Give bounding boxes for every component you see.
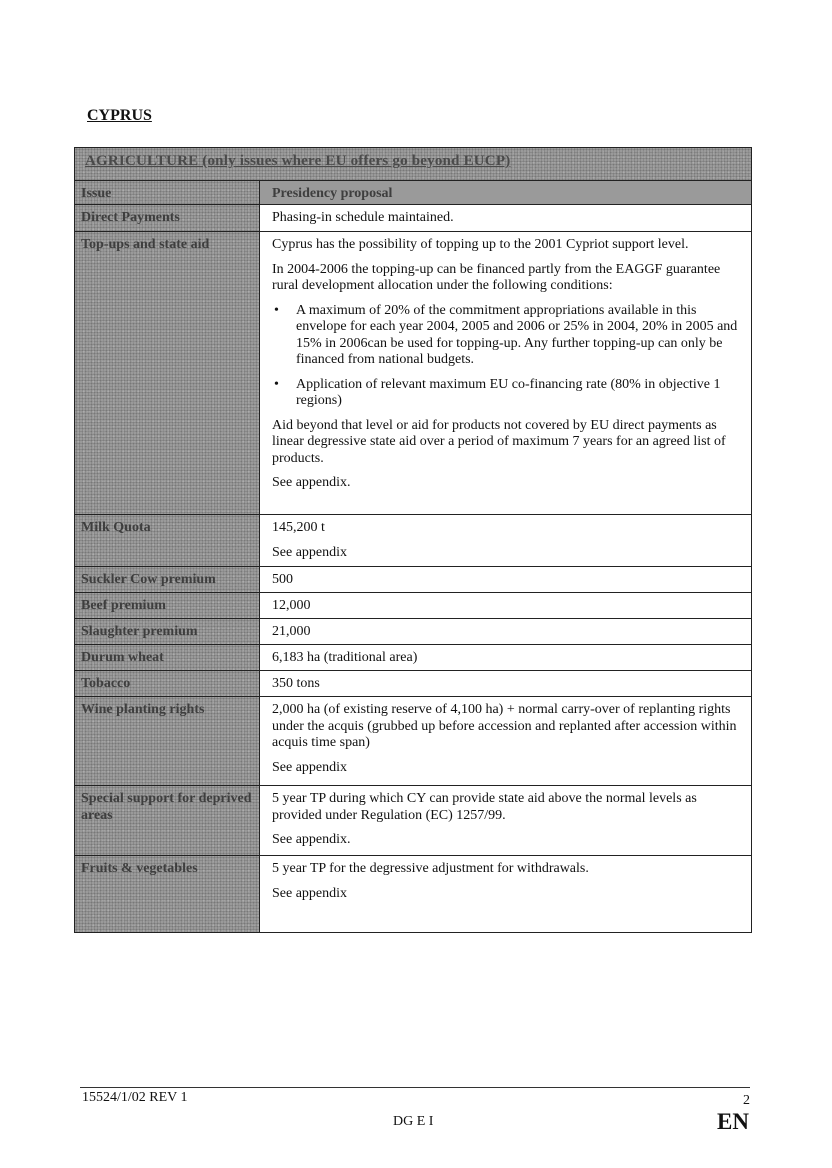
- proposal-text: See appendix: [272, 885, 348, 901]
- issue-label: Milk Quota: [81, 520, 151, 535]
- table-row: [75, 205, 751, 232]
- table-row: [75, 645, 751, 671]
- proposal-text: 2,000 ha (of existing reserve of 4,100 ha) + normal carry-over of replanting rights under the acquis (grubbed up before accession and replanted after accession within acquis time span): [272, 702, 737, 750]
- issue-label: Durum wheat: [81, 650, 164, 665]
- table-row: [75, 232, 751, 515]
- issue-label: Direct Payments: [81, 210, 180, 225]
- table-row: [75, 786, 751, 856]
- issue-label: Wine planting rights: [81, 702, 205, 717]
- proposal-text: 5 year TP for the degressive adjustment for withdrawals.: [272, 861, 589, 876]
- proposal-text: 500: [272, 572, 293, 587]
- proposal-text: 5 year TP during which CY can provide state aid above the normal levels as provided under Regulation (EC) 1257/99.: [272, 791, 697, 823]
- table-row: [75, 515, 751, 567]
- issue-label: Slaughter premium: [81, 624, 198, 639]
- table-row: [75, 567, 751, 593]
- conditions-list: [272, 303, 745, 410]
- document-reference: 15524/1/02 REV 1: [82, 1090, 188, 1105]
- column-header-issue: Issue: [81, 186, 112, 201]
- proposal-text: 350 tons: [272, 676, 320, 691]
- issue-label: Beef premium: [81, 598, 166, 613]
- issue-label: Top-ups and state aid: [81, 237, 210, 252]
- column-header-proposal: Presidency proposal: [272, 186, 393, 201]
- table-row: [75, 619, 751, 645]
- table-row: [75, 856, 751, 932]
- issue-label: Fruits & vegetables: [81, 861, 198, 876]
- table-row: [75, 697, 751, 786]
- proposal-text: In 2004-2006 the topping-up can be financed partly from the EAGGF guarantee rural development allocation under the following conditions:: [272, 261, 721, 293]
- proposal-text: See appendix: [272, 759, 348, 775]
- country-heading: CYPRUS: [87, 107, 152, 124]
- list-item: • A maximum of 20% of the commitment appropriations available in this envelope for each year 2004, 2005 and 2006 or 25% in 2004, 20% in 2005 and 15% in 2006can be used for topping-up. Any further topping-up can only be financed from national budgets.: [296, 303, 745, 369]
- proposal-text: Cyprus has the possibility of topping up to the 2001 Cypriot support level.: [272, 237, 689, 252]
- language-code: EN: [717, 1109, 749, 1134]
- table-header-title: AGRICULTURE (only issues where EU offers go beyond EUCP): [85, 153, 511, 169]
- proposal-text: 12,000: [272, 598, 311, 613]
- proposal-text: 6,183 ha (traditional area): [272, 650, 418, 665]
- proposal-text: 21,000: [272, 624, 311, 639]
- footer-divider: [80, 1087, 750, 1088]
- proposal-text: 145,200 t: [272, 520, 325, 535]
- list-item: • Application of relevant maximum EU co-financing rate (80% in objective 1 regions): [296, 377, 745, 410]
- proposal-text: Phasing-in schedule maintained.: [272, 210, 454, 225]
- issue-label: Suckler Cow premium: [81, 572, 216, 587]
- department-label: DG E I: [393, 1114, 434, 1129]
- proposal-text: See appendix: [272, 544, 348, 560]
- table-row: [75, 671, 751, 697]
- issue-label: Special support for deprived areas: [81, 791, 252, 823]
- column-header-row: [75, 181, 751, 205]
- table-header-row: [75, 148, 751, 181]
- proposal-text: See appendix.: [272, 832, 351, 847]
- table-row: [75, 593, 751, 619]
- page-number: 2: [743, 1093, 750, 1108]
- issue-label: Tobacco: [81, 676, 131, 691]
- agriculture-table: [74, 147, 752, 933]
- proposal-text: Aid beyond that level or aid for products not covered by EU direct payments as linear degressive state aid over a period of maximum 7 years for an agreed list of products.: [272, 417, 726, 466]
- proposal-text: See appendix.: [272, 475, 351, 490]
